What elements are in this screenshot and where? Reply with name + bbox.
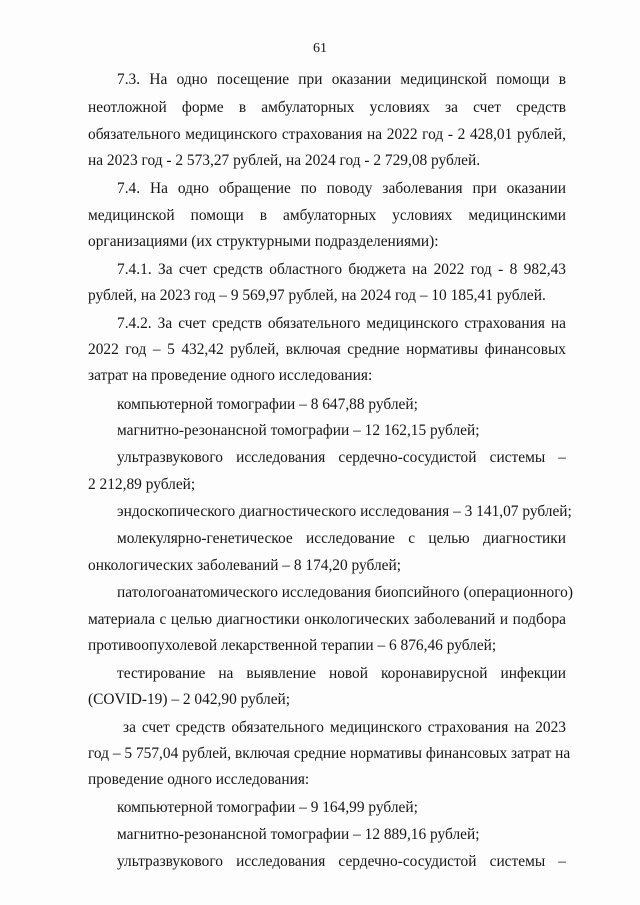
text-line: компьютерной томографии – 8 647,88 рублей;: [117, 396, 418, 413]
text-line: тестирование на выявление новой коронавирусной инфекции: [117, 665, 566, 682]
text-line: эндоскопического диагностического исследования – 3 141,07 рублей;: [117, 503, 572, 520]
text-line: противоопухолевой лекарственной терапии – 6 876,46 рублей;: [88, 637, 497, 654]
text-line: 7.4. На одно обращение по поводу заболевания при оказании: [117, 180, 566, 197]
text-line: ультразвукового исследования сердечно-сосудистой системы –: [117, 449, 566, 466]
text-line: 7.4.2. За счет средств обязательного медицинского страхования на: [117, 315, 566, 332]
text-line: (COVID-19) – 2 042,90 рублей;: [88, 691, 291, 708]
text-line: рублей, на 2023 год – 9 569,97 рублей, на 2024 год – 10 185,41 рублей.: [88, 287, 546, 304]
text-line: 7.3. На одно посещение при оказании медицинской помощи в: [117, 71, 566, 88]
text-line: магнитно-резонансной томографии – 12 162,15 рублей;: [117, 422, 480, 439]
text-line: компьютерной томографии – 9 164,99 рублей;: [117, 799, 418, 816]
text-line: неотложной форме в амбулаторных условиях за счет средств: [88, 99, 566, 116]
text-line: медицинской помощи в амбулаторных условиях медицинскими: [88, 207, 566, 224]
text-line: 2022 год – 5 432,42 рублей, включая средние нормативы финансовых: [88, 341, 566, 358]
text-line: материала с целью диагностики онкологических заболеваний и подбора: [88, 611, 566, 628]
text-line: молекулярно-генетическое исследование с целью диагностики: [117, 530, 566, 547]
text-line: на 2023 год - 2 573,27 рублей, на 2024 год - 2 729,08 рублей.: [88, 152, 481, 169]
text-line: затрат на проведение одного исследования:: [88, 367, 373, 384]
text-line: патологоанатомического исследования биопсийного (операционного): [117, 584, 573, 601]
text-line: организациями (их структурными подразделениями):: [88, 233, 439, 250]
text-line: проведение одного исследования:: [88, 771, 310, 788]
text-line: год – 5 757,04 рублей, включая средние нормативы финансовых затрат на: [88, 745, 571, 762]
text-line: обязательного медицинского страхования на 2022 год - 2 428,01 рублей,: [88, 126, 566, 143]
text-line: 7.4.1. За счет средств областного бюджета на 2022 год - 8 982,43: [117, 261, 566, 278]
text-line: ультразвукового исследования сердечно-сосудистой системы –: [117, 853, 566, 870]
text-line: магнитно-резонансной томографии – 12 889,16 рублей;: [117, 826, 480, 843]
page-number: 61: [313, 41, 327, 56]
text-line: онкологических заболеваний – 8 174,20 рублей;: [88, 557, 401, 574]
text-line: за счет средств обязательного медицинского страхования на 2023: [123, 719, 566, 736]
text-line: 2 212,89 рублей;: [88, 476, 196, 493]
